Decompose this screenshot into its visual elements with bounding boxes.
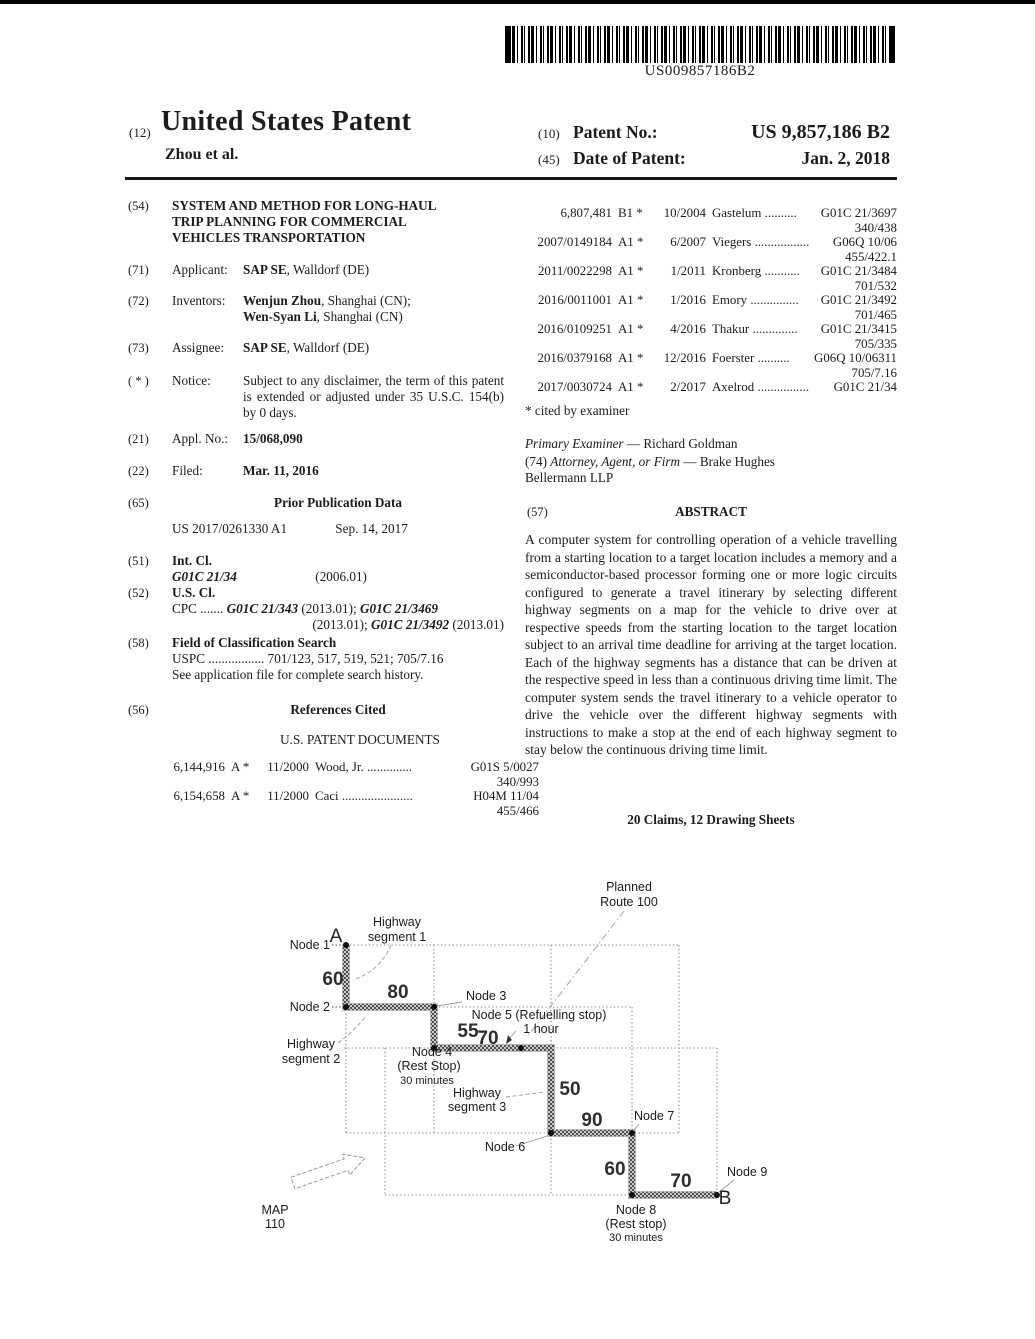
node8-label: 30 minutes bbox=[609, 1232, 663, 1244]
inventor-short-line: Zhou et al. bbox=[165, 146, 239, 163]
filed-date-value: Mar. 11, 2016 bbox=[243, 463, 319, 478]
prior-publication-title: Prior Publication Data bbox=[274, 495, 402, 510]
inventor-name: Wen-Syan Li bbox=[243, 309, 317, 324]
cpc-code: G01C 21/3469 bbox=[359, 601, 438, 616]
node5-label: 1 hour bbox=[523, 1022, 559, 1036]
ref-class: G06Q 10/06311 bbox=[814, 351, 897, 365]
speed-label-60b: 60 bbox=[604, 1159, 626, 1180]
notice-text: Subject to any disclaimer, the term of this patent is extended or adjusted under 35 U.S.C. 154(b) by 0 days. bbox=[243, 373, 504, 420]
abstract-text: A computer system for controlling operation of a vehicle travelling from a starting location to a target location includes a memory and a semiconductor-based processor forming one or more logic circuits configured to generate a travel itinerary by selecting different highway segments on a map for the vehicle to drive over at respective speeds from the starting location to the target location subject to an arrival time deadline for arriving at the target location. Each of the highway segments has a distance that can be driven at the respective speed in less than a continuous driving time limit. The computer system sends the travel itinerary to a vehicle operator to drive the vehicle over the different highway segments with instructions to make a stop at the end of each highway segment to stay below the continuous driving time limit. bbox=[525, 532, 897, 757]
ref-name-class bbox=[315, 789, 539, 804]
ref-date: 11/2000 bbox=[267, 789, 309, 803]
speed-label-90: 90 bbox=[581, 1110, 603, 1131]
title-line: SYSTEM AND METHOD FOR LONG-HAUL bbox=[172, 198, 437, 213]
field-65-header bbox=[128, 495, 504, 511]
start-point-label: A bbox=[329, 926, 343, 947]
speed-label-70: 70 bbox=[477, 1028, 499, 1049]
ref-name: Caci bbox=[315, 789, 339, 803]
node2-label: Node 2 bbox=[289, 1000, 330, 1014]
date-label: Date of Patent: bbox=[573, 148, 686, 168]
applicant-name: SAP SE bbox=[243, 262, 287, 277]
ref-name: Axelrod bbox=[712, 380, 755, 394]
ref-dots: ................. bbox=[754, 235, 810, 249]
field-72-inventors bbox=[128, 293, 504, 325]
ref-dots: .............. bbox=[752, 322, 798, 336]
ref-name-class bbox=[712, 322, 897, 337]
ref-subclass: 340/993 bbox=[496, 774, 539, 789]
ref-class: G01C 21/3492 bbox=[820, 293, 897, 307]
node6-label: Node 6 bbox=[484, 1140, 526, 1154]
date-code: (45) bbox=[538, 152, 560, 167]
speed-label-70b: 70 bbox=[670, 1171, 692, 1192]
reference-row bbox=[525, 322, 897, 351]
reference-row bbox=[525, 380, 897, 395]
invention-title bbox=[172, 198, 504, 246]
cpc-version: (2013.01); bbox=[298, 601, 360, 616]
node8-label: (Rest stop) bbox=[605, 1217, 667, 1231]
publication-date: Sep. 14, 2017 bbox=[335, 521, 408, 536]
header-rule bbox=[125, 177, 897, 180]
field-label: Applicant: bbox=[172, 262, 228, 277]
cpc-line-2 bbox=[128, 617, 508, 633]
ref-dots: ................ bbox=[757, 380, 810, 394]
highway-segment1-label: Highway bbox=[373, 915, 421, 929]
field-label: Notice: bbox=[172, 373, 211, 388]
ref-class: G01S 5/0027 bbox=[470, 760, 539, 774]
speed-label-50: 50 bbox=[559, 1079, 581, 1100]
applicant-value bbox=[243, 262, 504, 278]
reference-row bbox=[128, 789, 539, 818]
ref-name-class bbox=[712, 293, 897, 308]
field-51-header bbox=[128, 553, 504, 569]
field-label: Appl. No.: bbox=[172, 431, 229, 446]
patent-no-value: US 9,857,186 B2 bbox=[751, 121, 890, 143]
patent-number-row bbox=[538, 121, 890, 144]
ref-date: 6/2007 bbox=[670, 235, 706, 249]
highway-segment2-label: segment 2 bbox=[281, 1052, 341, 1066]
highway-segment1-label: segment 1 bbox=[367, 930, 427, 944]
ref-dots: .............. bbox=[366, 760, 413, 774]
ref-kind: A * bbox=[231, 789, 250, 803]
field-code: (72) bbox=[128, 294, 149, 308]
ref-subclass: 701/532 bbox=[854, 278, 897, 293]
field-54-title bbox=[128, 198, 504, 246]
ref-kind: B1 * bbox=[618, 206, 643, 220]
field-52-header bbox=[128, 585, 504, 601]
ref-name-class bbox=[315, 760, 539, 775]
field-21-appl-no bbox=[128, 431, 504, 447]
cited-by-examiner: * cited by examiner bbox=[525, 403, 630, 418]
field-71-applicant bbox=[128, 262, 504, 278]
ref-number: 2016/0109251 bbox=[537, 322, 612, 336]
ref-class: G06Q 10/06 bbox=[832, 235, 897, 249]
map-label: MAP bbox=[261, 1203, 289, 1217]
figure-route-map bbox=[250, 875, 780, 1265]
ref-name-class bbox=[712, 206, 897, 221]
reference-row bbox=[128, 760, 539, 789]
field-73-assignee bbox=[128, 340, 504, 356]
ref-name-class bbox=[712, 351, 897, 366]
attorney-firm: — Brake Hughes bbox=[680, 454, 775, 469]
ref-name-class bbox=[712, 380, 897, 395]
ref-class: G01C 21/3697 bbox=[820, 206, 897, 220]
title-line: TRIP PLANNING FOR COMMERCIAL bbox=[172, 214, 407, 229]
field-code: ( * ) bbox=[128, 374, 149, 388]
planned-route-label: Planned bbox=[606, 880, 652, 894]
ref-subclass: 455/466 bbox=[496, 803, 539, 818]
ref-name: Emory bbox=[712, 293, 748, 307]
attorney-firm-line2: Bellermann LLP bbox=[525, 470, 614, 485]
ref-number: 6,807,481 bbox=[560, 206, 612, 220]
ref-class: G01C 21/34 bbox=[833, 380, 897, 394]
date-value: Jan. 2, 2018 bbox=[801, 148, 890, 168]
end-point-label: B bbox=[718, 1188, 732, 1209]
ref-dots: .......... bbox=[757, 351, 790, 365]
field-22-filed bbox=[128, 463, 504, 479]
ref-class: H04M 11/04 bbox=[473, 789, 539, 803]
attorney-label: Attorney, Agent, or Firm bbox=[550, 454, 681, 469]
field-notice bbox=[128, 373, 504, 421]
field-code: (71) bbox=[128, 263, 149, 277]
node4-label: 30 minutes bbox=[400, 1075, 454, 1087]
ref-dots: .......... bbox=[764, 206, 797, 220]
ref-date: 11/2000 bbox=[267, 760, 309, 774]
attorney-line bbox=[525, 454, 897, 486]
ref-number: 6,144,916 bbox=[173, 760, 225, 774]
cpc-line-1 bbox=[128, 601, 548, 617]
ref-number: 2016/0379168 bbox=[537, 351, 612, 365]
int-cl-code: G01C 21/34 bbox=[172, 569, 237, 584]
reference-row bbox=[525, 264, 897, 293]
speed-label-55: 55 bbox=[457, 1021, 479, 1042]
patent-no-label: Patent No.: bbox=[573, 122, 658, 142]
ref-kind: A * bbox=[231, 760, 250, 774]
inventors-value bbox=[243, 293, 504, 325]
ref-name-class bbox=[712, 264, 897, 279]
cpc-code: G01C 21/3492 bbox=[371, 617, 450, 632]
ref-dots: ...................... bbox=[341, 789, 413, 803]
field-label: Filed: bbox=[172, 463, 203, 478]
ref-date: 12/2016 bbox=[663, 351, 706, 365]
ref-class: G01C 21/3415 bbox=[820, 322, 897, 336]
planned-route-label: Route 100 bbox=[600, 895, 658, 909]
speed-label-60: 60 bbox=[322, 969, 344, 990]
highway-segment3-label: segment 3 bbox=[447, 1100, 507, 1114]
ref-kind: A1 * bbox=[618, 351, 644, 365]
ref-kind: A1 * bbox=[618, 322, 644, 336]
cpc-code: G01C 21/343 bbox=[226, 601, 299, 616]
int-cl-version: (2006.01) bbox=[315, 569, 367, 584]
assignee-location: , Walldorf (DE) bbox=[286, 340, 370, 355]
int-cl-row bbox=[128, 569, 548, 585]
speed-label-80: 80 bbox=[387, 982, 409, 1003]
ref-number: 6,154,658 bbox=[173, 789, 225, 803]
field-code: (21) bbox=[128, 432, 149, 446]
node9-label: Node 9 bbox=[727, 1165, 768, 1179]
int-cl-title: Int. Cl. bbox=[172, 553, 212, 568]
node4-label: (Rest Stop) bbox=[397, 1059, 461, 1073]
ref-name: Gastelum bbox=[712, 206, 762, 220]
header-right bbox=[538, 121, 890, 173]
ref-name-class bbox=[712, 235, 897, 250]
ref-date: 1/2016 bbox=[670, 293, 706, 307]
ref-name: Kronberg bbox=[712, 264, 762, 278]
ref-date: 10/2004 bbox=[663, 206, 706, 220]
node1-label: Node 1 bbox=[289, 938, 330, 952]
highway-segment2-label: Highway bbox=[287, 1037, 335, 1051]
page-title: United States Patent bbox=[161, 106, 412, 137]
ref-name: Viegers bbox=[712, 235, 752, 249]
reference-row bbox=[525, 235, 897, 264]
ref-dots: ........... bbox=[764, 264, 800, 278]
us-patent-documents-title: U.S. PATENT DOCUMENTS bbox=[280, 732, 440, 747]
ref-subclass: 705/7.16 bbox=[851, 365, 897, 380]
assignee-name: SAP SE bbox=[243, 340, 287, 355]
inventor-name: Wenjun Zhou bbox=[243, 293, 322, 308]
ref-class: G01C 21/3484 bbox=[820, 264, 897, 278]
ref-number: 2007/0149184 bbox=[537, 235, 612, 249]
field-label: Assignee: bbox=[172, 340, 225, 355]
ref-kind: A1 * bbox=[618, 380, 644, 394]
appl-no-value: 15/068,090 bbox=[243, 431, 303, 446]
map-pointer-arrow bbox=[291, 1154, 365, 1189]
field-code: (73) bbox=[128, 341, 149, 355]
claims-sheets-line: 20 Claims, 12 Drawing Sheets bbox=[627, 812, 795, 827]
ref-name: Foerster bbox=[712, 351, 755, 365]
highway-segment3-label: Highway bbox=[453, 1086, 501, 1100]
ref-subclass: 340/438 bbox=[854, 220, 897, 235]
examiner-label: Primary Examiner bbox=[525, 436, 624, 451]
node3-label: Node 3 bbox=[466, 989, 507, 1003]
ref-subclass: 701/465 bbox=[854, 307, 897, 322]
field-code: (58) bbox=[128, 636, 149, 650]
title-line: VEHICLES TRANSPORTATION bbox=[172, 230, 366, 245]
publication-row bbox=[128, 521, 548, 537]
top-black-bar bbox=[0, 0, 1035, 4]
search-history-note: See application file for complete search history. bbox=[172, 667, 424, 682]
cpc-version: (2013.01) bbox=[449, 617, 504, 632]
field-code: (22) bbox=[128, 464, 149, 478]
ref-kind: A1 * bbox=[618, 235, 644, 249]
inventor-location: , Shanghai (CN); bbox=[321, 293, 411, 308]
field-code: (51) bbox=[128, 554, 149, 568]
primary-examiner-line bbox=[525, 436, 897, 452]
ref-dots: ............... bbox=[750, 293, 799, 307]
field-58-header bbox=[128, 635, 504, 651]
field-of-search-title: Field of Classification Search bbox=[172, 635, 337, 650]
ref-name: Wood, Jr. bbox=[315, 760, 364, 774]
inventor-location: , Shanghai (CN) bbox=[316, 309, 403, 324]
ref-kind: A1 * bbox=[618, 264, 644, 278]
node5-label: Node 5 (Refuelling stop) bbox=[471, 1008, 607, 1022]
ref-name: Thakur bbox=[712, 322, 750, 336]
ref-number: 2011/0022298 bbox=[537, 264, 612, 278]
node4-label: Node 4 bbox=[411, 1045, 453, 1059]
ref-kind: A1 * bbox=[618, 293, 644, 307]
barcode-number: US009857186B2 bbox=[644, 63, 756, 79]
field-code: (74) bbox=[525, 454, 547, 469]
publication-number: US 2017/0261330 A1 bbox=[172, 521, 288, 536]
cpc-prefix: CPC ....... bbox=[172, 601, 224, 616]
patent-date-row bbox=[538, 148, 890, 169]
assignee-value bbox=[243, 340, 504, 356]
field-code: (52) bbox=[128, 586, 149, 600]
references-cited-title: References Cited bbox=[290, 702, 386, 717]
field-56-header bbox=[128, 702, 504, 718]
reference-row bbox=[525, 293, 897, 322]
cpc-version: (2013.01); bbox=[312, 617, 372, 632]
abstract-header bbox=[525, 504, 897, 520]
abstract-title: ABSTRACT bbox=[675, 504, 747, 519]
field-label: Inventors: bbox=[172, 293, 226, 308]
ref-date: 4/2016 bbox=[670, 322, 706, 336]
ref-subclass: 455/422.1 bbox=[845, 249, 897, 264]
map-label: 110 bbox=[265, 1217, 285, 1231]
field-code: (56) bbox=[128, 703, 149, 717]
ref-number: 2016/0011001 bbox=[537, 293, 612, 307]
field-code: (57) bbox=[527, 505, 548, 519]
patent-no-code: (10) bbox=[538, 126, 560, 141]
ref-date: 1/2011 bbox=[670, 264, 706, 278]
us-cl-title: U.S. Cl. bbox=[172, 585, 216, 600]
node8-label: Node 8 bbox=[615, 1203, 657, 1217]
field-code: (65) bbox=[128, 496, 149, 510]
examiner-name: — Richard Goldman bbox=[623, 436, 738, 451]
ref-date: 2/2017 bbox=[670, 380, 706, 394]
kind-code: (12) bbox=[129, 125, 151, 140]
ref-subclass: 705/335 bbox=[854, 336, 897, 351]
figure-labels bbox=[261, 880, 767, 1244]
reference-row bbox=[525, 206, 897, 235]
barcode bbox=[505, 26, 895, 63]
right-column bbox=[525, 196, 897, 856]
ref-number: 2017/0030724 bbox=[537, 380, 612, 394]
field-code: (54) bbox=[128, 199, 149, 213]
reference-row bbox=[525, 351, 897, 380]
node7-label: Node 7 bbox=[634, 1109, 675, 1123]
applicant-location: , Walldorf (DE) bbox=[286, 262, 370, 277]
uspc-line: USPC ................. 701/123, 517, 519, 521; 705/7.16 bbox=[172, 651, 444, 666]
